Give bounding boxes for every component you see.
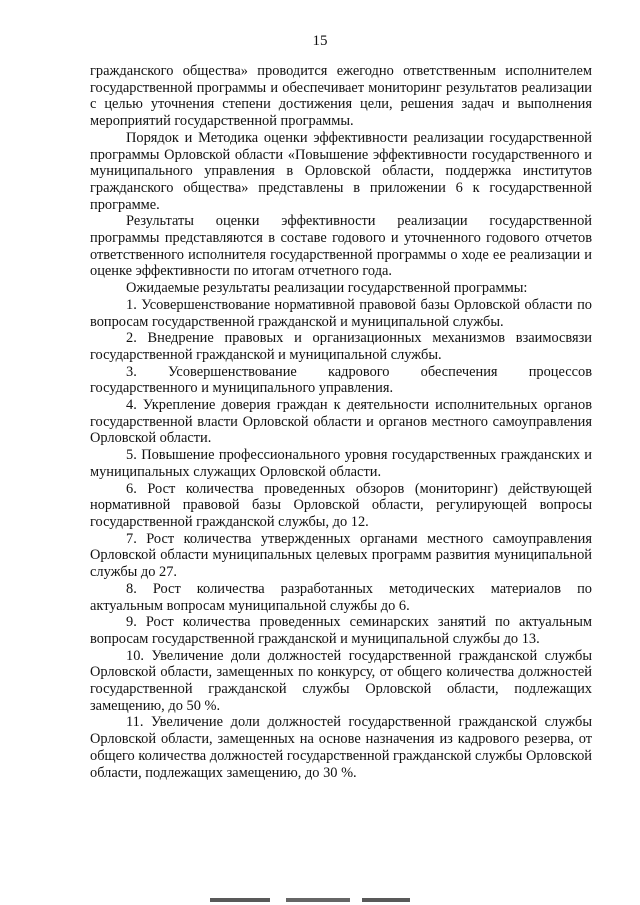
list-item: 1. Усовершенствование нормативной правовой базы Орловской области по вопросам государственной гражданской и муниципальной службы. — [90, 296, 592, 330]
page-number: 15 — [312, 33, 328, 49]
document-body — [90, 63, 592, 781]
list-item: 3. Усовершенствование кадрового обеспечения процессов государственного и муниципального управления. — [90, 363, 592, 397]
paragraph: Ожидаемые результаты реализации государственной программы: — [126, 280, 528, 297]
list-item: 5. Повышение профессионального уровня государственных гражданских и муниципальных служащих Орловской области. — [90, 447, 592, 480]
paragraph: Результаты оценки эффективности реализации государственной программы представляются в составе годового и уточненного годового отчетов ответственного исполнителя государственной программы о ходе ее реализации и оценке эффективности по итогам отчетного года. — [90, 213, 592, 280]
list-item: 9. Рост количества проведенных семинарских занятий по актуальным вопросам государственной гражданской и муниципальной службы до 13. — [90, 614, 592, 647]
scan-artifact — [210, 898, 410, 902]
paragraph: гражданского общества» проводится ежегодно ответственным исполнителем государственной программы и обеспечивает мониторинг результатов реализации с целью уточнения степени достижения цели, решения задач и выполнения мероприятий государственной программы. — [90, 63, 592, 130]
paragraph: Порядок и Методика оценки эффективности реализации государственной программы Орловской области «Повышение эффективности государственного и муниципального управления в Орловской области, поддержка институтов гражданского общества» представлены в приложении 6 к государственной программе. — [90, 129, 592, 213]
list-item: 11. Увеличение доли должностей государственной гражданской службы Орловской области, замещенных на основе назначения из кадрового резерва, от общего количества должностей государственной гражданской службы Орловской области, подлежащих замещению, до 30 %. — [90, 714, 592, 781]
list-item: 10. Увеличение доли должностей государственной гражданской службы Орловской области, замещенных по конкурсу, от общего количества должностей государственной гражданской службы Орловской области, подлежащих замещению, до 50 %. — [90, 647, 592, 714]
list-item: 8. Рост количества разработанных методических материалов по актуальным вопросам муниципальной службы до 6. — [90, 580, 592, 614]
list-item: 4. Укрепление доверия граждан к деятельности исполнительных органов государственной власти Орловской области и органов местного самоуправления Орловской области. — [90, 397, 592, 447]
list-item: 7. Рост количества утвержденных органами местного самоуправления Орловской области муниципальных целевых программ развития муниципальной службы до 27. — [90, 530, 592, 581]
list-item: 2. Внедрение правовых и организационных механизмов взаимосвязи государственной гражданской и муниципальной службы. — [90, 330, 592, 363]
list-item: 6. Рост количества проведенных обзоров (мониторинг) действующей нормативной правовой базы Орловской области, регулирующей вопросы государственной гражданской службы, до 12. — [90, 480, 592, 530]
